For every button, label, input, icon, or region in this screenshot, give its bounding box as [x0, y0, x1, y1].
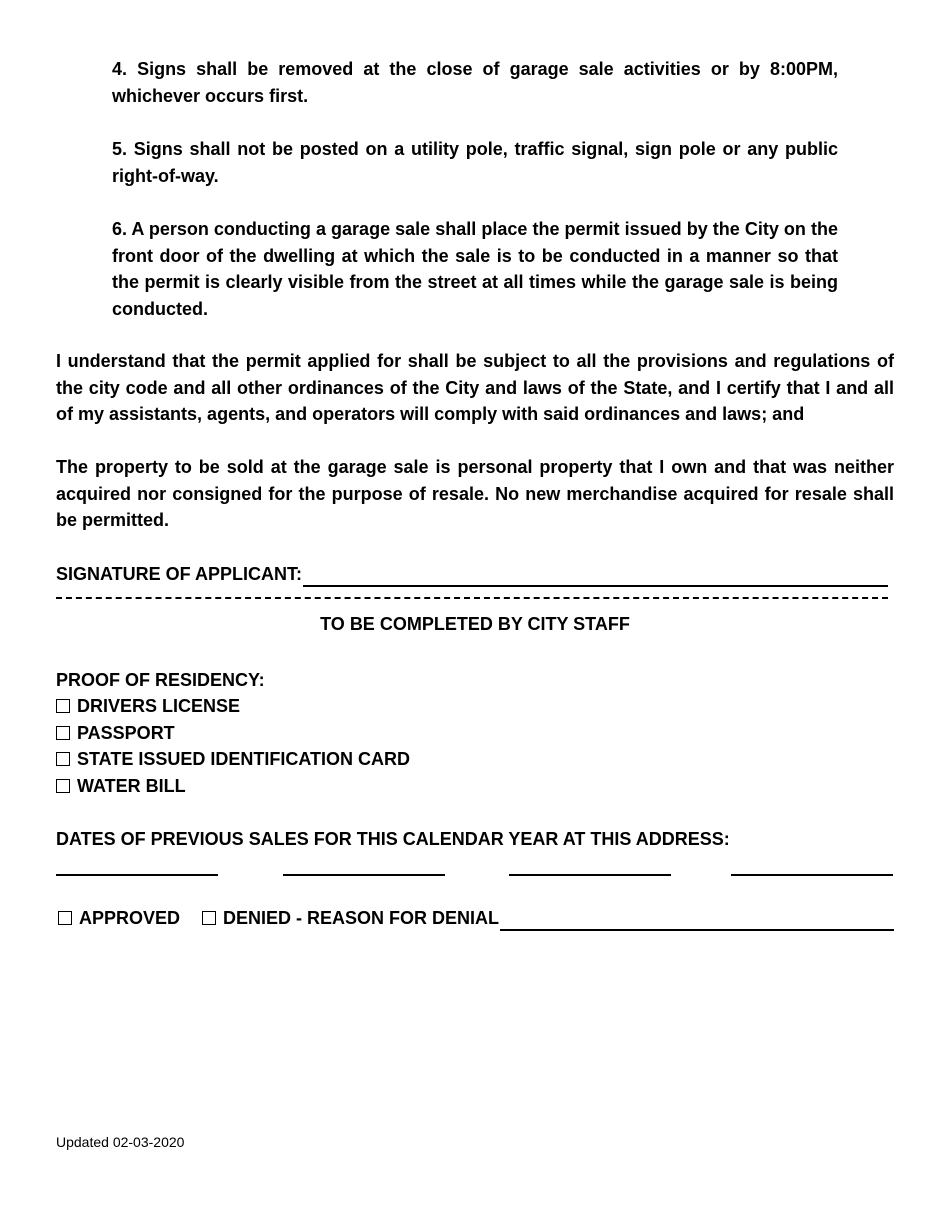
rule-4: 4. Signs shall be removed at the close of garage sale activities or by 8:00PM, whichever occurs first.: [112, 59, 838, 106]
option-label: PASSPORT: [77, 723, 175, 743]
signature-field[interactable]: [303, 567, 888, 587]
previous-sale-date-field[interactable]: [283, 874, 445, 876]
staff-section-title: TO BE COMPLETED BY CITY STAFF: [320, 614, 630, 634]
denied-option[interactable]: [202, 905, 499, 931]
checkbox[interactable]: [56, 779, 70, 793]
previous-sale-date-field[interactable]: [56, 874, 218, 876]
checkbox[interactable]: [56, 726, 70, 740]
checkbox[interactable]: [202, 911, 216, 925]
option-label: DRIVERS LICENSE: [77, 696, 241, 716]
denial-reason-field[interactable]: [500, 911, 894, 931]
approved-label: APPROVED: [79, 908, 181, 928]
previous-sales-label: DATES OF PREVIOUS SALES FOR THIS CALENDAR YEAR AT THIS ADDRESS:: [56, 829, 730, 849]
previous-sale-date-field[interactable]: [509, 874, 671, 876]
residency-label: PROOF OF RESIDENCY:: [56, 670, 265, 690]
rule-5: 5. Signs shall not be posted on a utility pole, traffic signal, sign pole or any public right-of-way.: [112, 139, 838, 186]
rule-6: 6. A person conducting a garage sale shall place the permit issued by the City on the front door of the dwelling at which the sale is to be conducted in a manner so that the permit is clearly visible from the street at all times while the garage sale is being conducted.: [112, 219, 838, 319]
option-label: WATER BILL: [77, 776, 186, 796]
checkbox[interactable]: [58, 911, 72, 925]
option-label: STATE ISSUED IDENTIFICATION CARD: [77, 749, 410, 769]
denied-label: DENIED - REASON FOR DENIAL: [223, 908, 500, 928]
checkbox[interactable]: [56, 752, 70, 766]
updated-date: Updated 02-03-2020: [56, 1134, 185, 1150]
signature-label: SIGNATURE OF APPLICANT:: [56, 564, 302, 584]
residency-option-passport[interactable]: [56, 720, 175, 746]
checkbox[interactable]: [56, 699, 70, 713]
approved-option[interactable]: [58, 905, 180, 931]
signature-row: [56, 561, 888, 587]
previous-sale-date-field[interactable]: [731, 874, 893, 876]
approval-row: [58, 905, 894, 931]
residency-option-water-bill[interactable]: [56, 773, 186, 799]
residency-option-drivers-license[interactable]: [56, 693, 240, 719]
certification-statement: I understand that the permit applied for shall be subject to all the provisions and regulations of the city code and all other ordinances of the City and laws of the State, and I certify that I and all of my assistants, agents, and operators will comply with said ordinances and laws; and: [56, 351, 894, 424]
section-divider: [56, 597, 888, 599]
property-statement: The property to be sold at the garage sale is personal property that I own and that was neither acquired nor consigned for the purpose of resale. No new merchandise acquired for resale shall be permitted.: [56, 457, 894, 530]
residency-option-state-id[interactable]: [56, 746, 410, 772]
